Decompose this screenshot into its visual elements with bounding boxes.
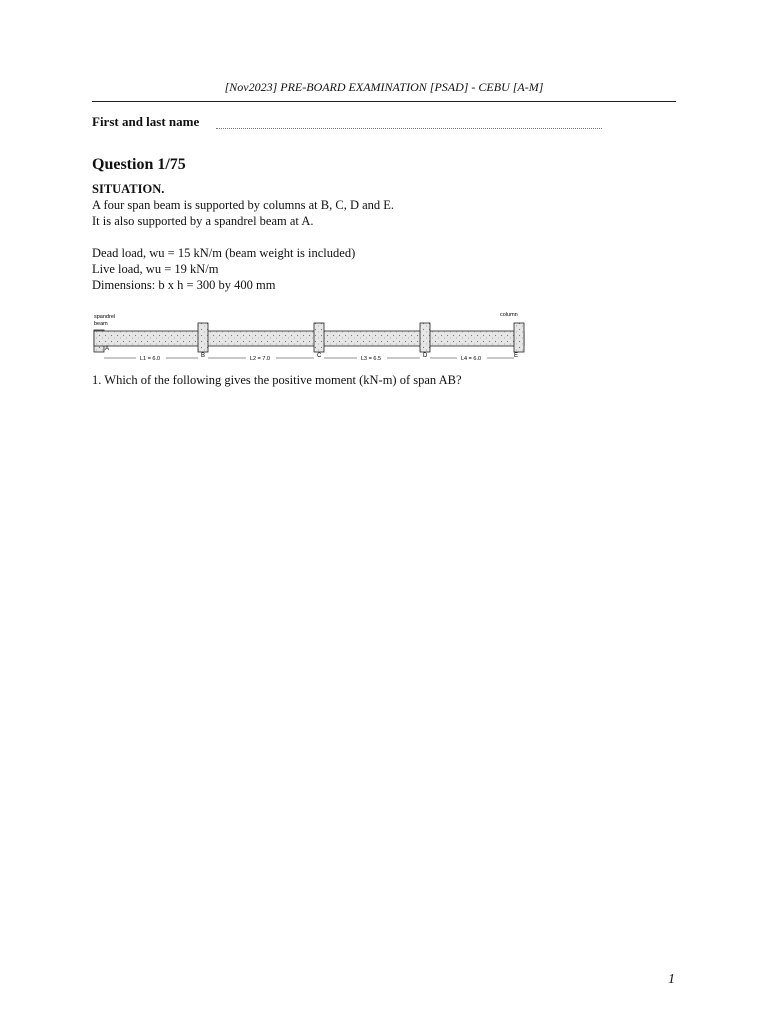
spandrel-label: beam bbox=[94, 321, 108, 327]
column-c-shape bbox=[314, 323, 324, 352]
beam-diagram bbox=[92, 310, 532, 366]
name-label: First and last name bbox=[92, 114, 200, 129]
beam-shape bbox=[94, 331, 524, 346]
page-number: 1 bbox=[668, 972, 675, 987]
column-b-shape bbox=[198, 323, 208, 352]
support-label-d: D bbox=[423, 353, 428, 359]
support-label-e: E bbox=[514, 353, 519, 359]
name-field-line[interactable] bbox=[216, 128, 602, 129]
situation-heading: SITUATION. bbox=[92, 182, 165, 196]
span-label-l4: L4 = 6.0 bbox=[461, 356, 482, 362]
question-1-text: 1. Which of the following gives the positive moment (kN-m) of span AB? bbox=[92, 373, 462, 387]
support-label-c: C bbox=[317, 353, 322, 359]
support-label-a: A bbox=[105, 346, 110, 352]
column-d-shape bbox=[420, 323, 430, 352]
situation-line: A four span beam is supported by columns at B, C, D and E. bbox=[92, 198, 395, 212]
exam-header: [Nov2023] PRE-BOARD EXAMINATION [PSAD] - CEBU [A-M] bbox=[224, 80, 544, 94]
live-load-text: Live load, wu = 19 kN/m bbox=[92, 262, 219, 276]
span-label-l3: L3 = 6.5 bbox=[361, 356, 382, 362]
spandrel-label: spandrel bbox=[94, 314, 116, 320]
span-label-l2: L2 = 7.0 bbox=[250, 356, 271, 362]
column-label: column bbox=[500, 312, 518, 318]
dead-load-text: Dead load, wu = 15 kN/m (beam weight is included) bbox=[92, 246, 356, 260]
question-title: Question 1/75 bbox=[92, 156, 186, 173]
dimensions-text: Dimensions: b x h = 300 by 400 mm bbox=[92, 278, 276, 292]
support-label-b: B bbox=[201, 353, 206, 359]
header-divider bbox=[92, 101, 676, 102]
column-e-shape bbox=[514, 323, 524, 352]
situation-block bbox=[92, 181, 676, 293]
span-label-l1: L1 = 6.0 bbox=[140, 356, 161, 362]
situation-line: It is also supported by a spandrel beam at A. bbox=[92, 214, 314, 228]
